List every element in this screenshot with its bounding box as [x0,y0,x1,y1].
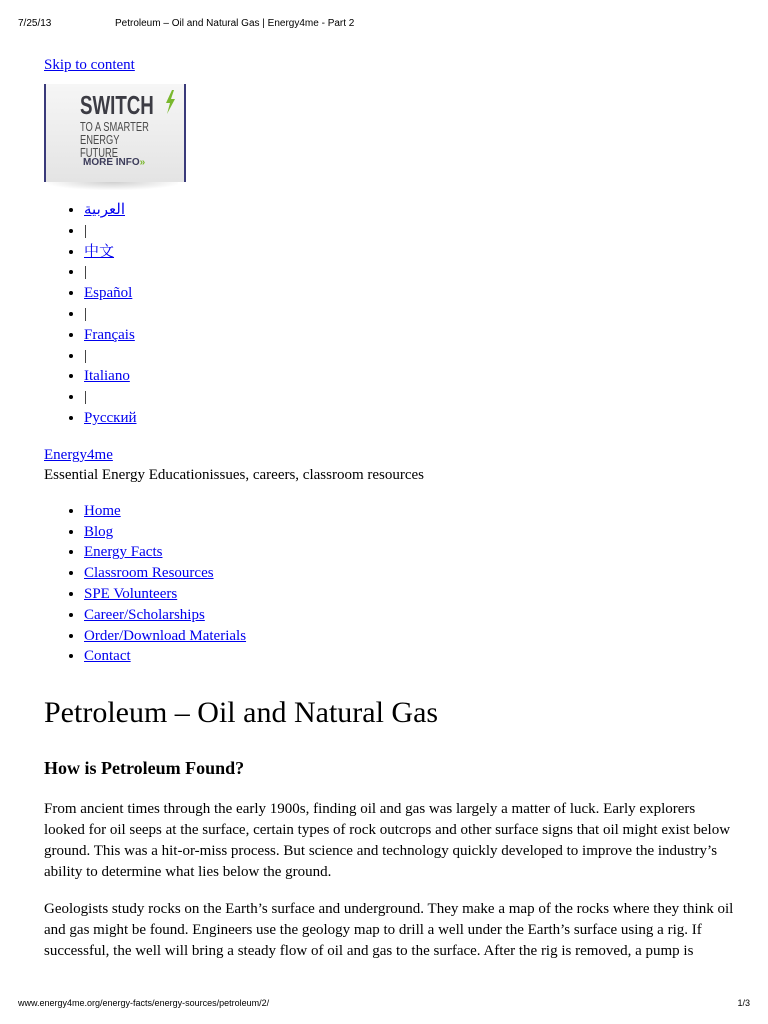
language-link[interactable]: Français [84,326,135,343]
language-item [84,366,734,387]
language-separator: | [84,347,88,364]
nav-link-order-download-materials[interactable]: Order/Download Materials [84,627,247,644]
language-item [84,242,734,263]
lightning-bolt-icon [164,90,176,114]
nav-link-contact[interactable]: Contact [84,648,131,665]
site-tagline: Essential Energy Educationissues, careers, classroom resources [44,466,425,483]
language-link[interactable]: العربية [84,202,125,218]
print-date: 7/25/13 [18,18,52,29]
language-separator: | [84,222,88,239]
print-footer [18,998,750,1012]
page-content [44,56,734,978]
nav-item [84,646,734,667]
print-page-title: Petroleum – Oil and Natural Gas | Energy4me - Part 2 [115,18,355,29]
language-item [84,200,734,221]
banner-subline [80,120,155,159]
banner-more-label: MORE INFO [83,157,140,168]
banner-subline-1: TO A SMARTER [80,119,149,134]
language-list [44,200,734,429]
banner-headline: SWITCH [80,90,154,120]
nav-item [84,605,734,626]
language-separator: | [84,389,88,406]
nav-link-career-scholarships[interactable]: Career/Scholarships [84,606,205,623]
language-link[interactable]: Русский [84,409,137,426]
nav-item [84,542,734,563]
banner-frame [44,84,186,182]
switch-energy-banner[interactable] [44,84,184,190]
language-item [84,283,734,304]
language-separator-item [84,221,734,242]
article-paragraph: Geologists study rocks on the Earth’s surface and underground. They make a map of the rocks where they think oil and gas might be found. Engineers use the geology map to drill a well under the Earth’s surface using a rig. If successful, the well will bring a steady flow of oil and gas to the surface. After the rig is removed, a pump is [44,901,734,960]
banner-shadow [48,182,178,190]
nav-link-home[interactable]: Home [84,502,121,519]
print-header [18,18,750,32]
language-separator-item [84,346,734,367]
banner-more-info[interactable] [83,157,145,168]
skip-to-content-link[interactable]: Skip to content [44,57,135,73]
article-paragraph: From ancient times through the early 1900s, finding oil and gas was largely a matter of luck. Early explorers looked for oil seeps at the surface, certain types of rock outcrops and other surface signs that oil might exist below ground. This was a hit-or-miss process. But science and technology quickly developed to improve the industry’s ability to determine what lies below the ground. [44,801,731,881]
banner-more-arrow: » [139,157,146,168]
article-subtitle: How is Petroleum Found? [44,758,245,779]
nav-link-blog[interactable]: Blog [84,523,114,540]
nav-item [84,584,734,605]
site-name-link[interactable]: Energy4me [44,446,113,463]
language-separator-item [84,262,734,283]
nav-item [84,522,734,543]
language-link[interactable]: Italiano [84,368,130,385]
nav-item [84,563,734,584]
language-link[interactable]: Español [84,285,133,302]
print-url: www.energy4me.org/energy-facts/energy-sources/petroleum/2/ [18,998,270,1008]
article-title: Petroleum – Oil and Natural Gas [44,696,439,730]
nav-link-energy-facts[interactable]: Energy Facts [84,544,163,561]
language-separator-item [84,387,734,408]
nav-link-spe-volunteers[interactable]: SPE Volunteers [84,585,178,602]
main-navigation [44,501,734,667]
language-separator: | [84,305,88,322]
banner-subline-2: ENERGY FUTURE [80,132,120,160]
language-item [84,408,734,429]
nav-link-classroom-resources[interactable]: Classroom Resources [84,565,214,582]
language-item [84,325,734,346]
language-separator: | [84,264,88,281]
nav-item [84,501,734,522]
nav-item [84,626,734,647]
language-link[interactable]: 中文 [84,243,115,260]
print-page-number: 1/3 [737,998,750,1008]
language-separator-item [84,304,734,325]
